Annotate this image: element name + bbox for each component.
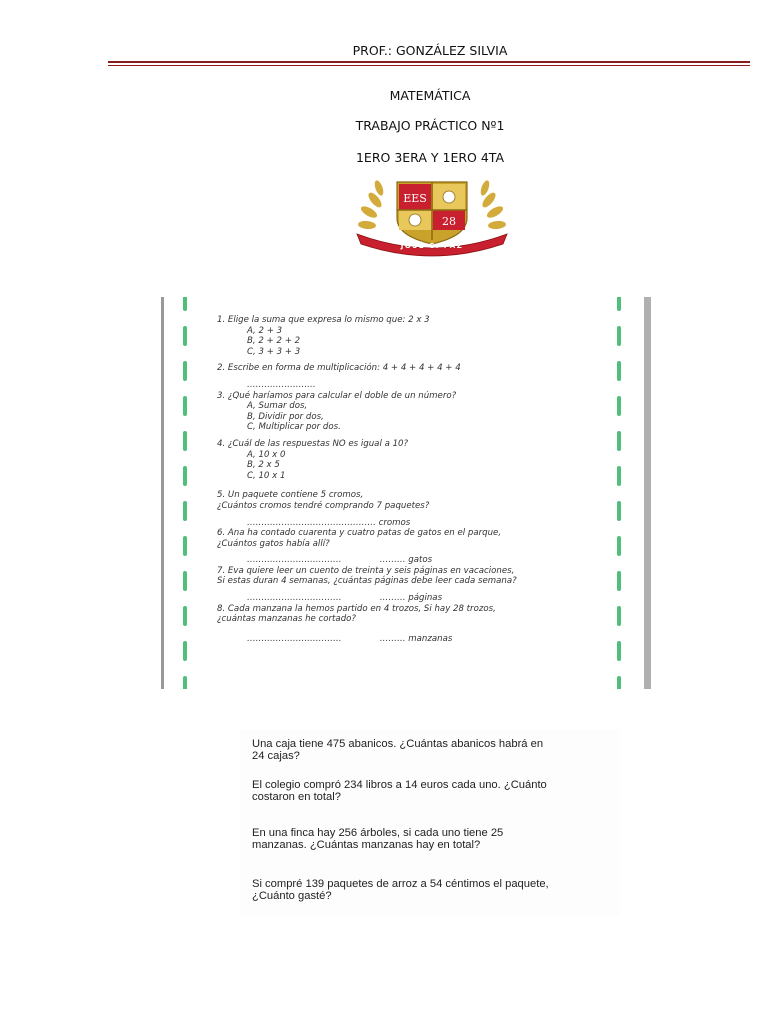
answer-blank: …………………………… ……… páginas <box>247 593 443 604</box>
question-7: 7. Eva quiere leer un cuento de treinta y seis páginas en vacaciones, <box>217 565 515 576</box>
margin-dash <box>617 676 621 689</box>
margin-dash <box>183 641 187 661</box>
question-8: 8. Cada manzana la hemos partido en 4 trozos, Si hay 28 trozos, <box>217 603 496 614</box>
margin-dash <box>617 431 621 451</box>
subject-title: MATEMÁTICA <box>389 88 471 103</box>
answer-blank: …………………………… ……… gatos <box>247 555 433 566</box>
problem-2-line2: costaron en total? <box>252 791 341 803</box>
margin-dash <box>183 536 187 556</box>
question-4: 4. ¿Cuál de las respuestas NO es igual a 10? <box>217 438 409 449</box>
margin-dash <box>183 606 187 626</box>
margin-dash <box>183 571 187 591</box>
margin-dash <box>183 396 187 416</box>
margin-dash <box>617 396 621 416</box>
option: B, 2 x 5 <box>247 460 280 471</box>
margin-dash <box>617 361 621 381</box>
answer-blank: …………………………… ……… manzanas <box>247 633 453 644</box>
margin-dash <box>617 297 621 311</box>
answer-blank: ……………………………………… cromos <box>247 517 411 528</box>
option: B, 2 + 2 + 2 <box>247 336 301 347</box>
question-6-line2: ¿Cuántos gatos había allí? <box>217 538 330 549</box>
margin-dash <box>617 606 621 626</box>
question-7-line2: Si estas duran 4 semanas, ¿cuántas páginas debe leer cada semana? <box>217 576 517 587</box>
question-8-line2: ¿cuántas manzanas he cortado? <box>217 614 356 625</box>
margin-dash <box>617 641 621 661</box>
question-5-line2: ¿Cuántos cromos tendré comprando 7 paquetes? <box>217 500 430 511</box>
margin-dash <box>183 431 187 451</box>
worksheet-image <box>161 297 651 689</box>
problem-3: En una finca hay 256 árboles, si cada uno tiene 25 <box>252 827 504 839</box>
course-list: 1ERO 3ERA Y 1ERO 4TA <box>355 150 505 165</box>
header-rule <box>108 61 750 63</box>
margin-dash <box>617 326 621 346</box>
problem-4-line2: ¿Cuánto gasté? <box>252 890 332 902</box>
crest-left-text: EES <box>403 192 427 205</box>
option: A, 2 + 3 <box>247 325 283 336</box>
question-3: 3. ¿Qué haríamos para calcular el doble de un número? <box>217 390 457 401</box>
margin-dash <box>617 571 621 591</box>
crest-banner-text: JOSÉ C. PAZ <box>400 242 464 250</box>
problem-1-line2: 24 cajas? <box>252 750 300 762</box>
option: C, 3 + 3 + 3 <box>247 346 301 357</box>
margin-dash <box>183 501 187 521</box>
question-1: 1. Elige la suma que expresa lo mismo que: 2 x 3 <box>217 315 430 325</box>
margin-dash <box>183 676 187 689</box>
laurel-right <box>479 179 506 229</box>
question-2: 2. Escribe en forma de multiplicación: 4 + 4 + 4 + 4 + 4 <box>217 363 461 374</box>
option: C, 10 x 1 <box>247 470 286 481</box>
margin-dash <box>183 466 187 486</box>
option: A, 10 x 0 <box>247 449 286 460</box>
margin-dash <box>617 536 621 556</box>
question-6: 6. Ana ha contado cuarenta y cuatro patas de gatos en el parque, <box>217 528 502 539</box>
option: B, Dividir por dos, <box>247 411 324 422</box>
worksheet-right-border <box>644 297 651 689</box>
margin-dash <box>617 466 621 486</box>
margin-dash <box>183 361 187 381</box>
problem-1: Una caja tiene 475 abanicos. ¿Cuántas abanicos habrá en <box>252 738 544 750</box>
school-crest <box>353 178 511 258</box>
margin-dash <box>183 297 187 311</box>
crest-right-text: 28 <box>442 215 456 228</box>
answer-blank: …………………… <box>247 379 316 390</box>
problem-3-line2: manzanas. ¿Cuántas manzanas hay en total? <box>252 839 481 851</box>
problem-4: Si compré 139 paquetes de arroz a 54 céntimos el paquete, <box>252 878 549 890</box>
laurel-left <box>358 179 385 229</box>
option: C, Multiplicar por dos. <box>247 422 341 433</box>
option: A, Sumar dos, <box>247 401 308 412</box>
assignment-title: TRABAJO PRÁCTICO Nº1 <box>355 118 505 133</box>
worksheet-questions <box>217 315 577 644</box>
problem-2: El colegio compró 234 libros a 14 euros cada uno. ¿Cuánto <box>252 779 547 791</box>
question-5: 5. Un paquete contiene 5 cromos, <box>217 490 364 501</box>
margin-dash <box>617 501 621 521</box>
header-rule-thin <box>108 65 750 66</box>
worksheet-left-border <box>161 297 164 689</box>
word-problems-image <box>240 730 620 915</box>
margin-dash <box>183 326 187 346</box>
teacher-name: PROF.: GONZÁLEZ SILVIA <box>352 43 508 58</box>
